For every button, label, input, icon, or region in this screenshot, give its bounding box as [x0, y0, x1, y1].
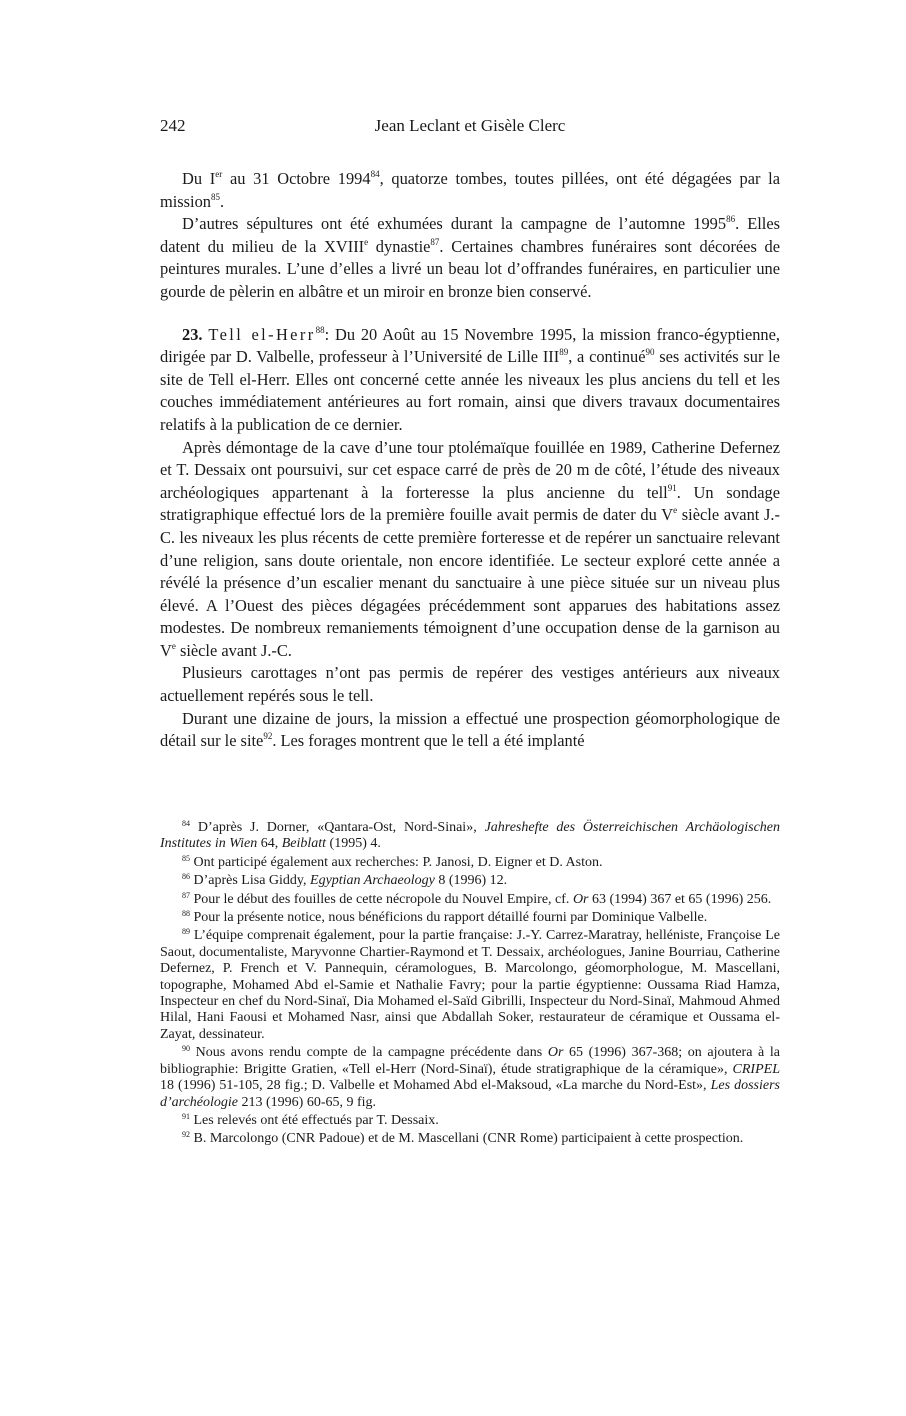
footnote-ref: 91: [667, 482, 677, 493]
footnote: $^{84}$ D’après J. Dorner, «Qantara-Ost, Nord-Sinai», Jahreshefte des Österreichischen Archäologischen Institutes in Wien 64, Beiblatt (1995) 4.: [160, 819, 780, 852]
section-number: 23.: [182, 324, 203, 344]
running-title: Jean Leclant et Gisèle Clerc: [374, 116, 566, 135]
footnote: $^{91}$ Les relevés ont été effectués par T. Dessaix.: [182, 1111, 439, 1128]
footnote-ref: 90: [645, 347, 655, 358]
footnote: $^{85}$ Ont participé également aux recherches: P. Janosi, D. Eigner et D. Aston.: [182, 853, 603, 870]
paragraph: Après démontage de la cave d’une tour ptolémaïque fouillée en 1989, Catherine Defernez et T. Dessaix ont poursuivi, sur cet espace carré de près de 20 m de côté, l’étude des niveaux archéologiques appartenant à la forteresse la plus ancienne du tell$^{91}$. Un sondage stratigraphique effectué lors de la première fouille avait permis de dater du Ve siècle avant J.-C. les niveaux les plus récents de cette première forteresse et de repérer un sanctuaire relevant d’une religion, sans doute orientale, non encore identifiée. Le secteur exploré cette année a révélé la présence d’un escalier menant du sanctuaire à une pièce située sur un niveau plus élevé. A l’Ouest des pièces dégagées précédemment sont apparues des habitations assez modestes. De nombreux remaniements témoignent d’une occupation dense de la garnison au Ve siècle avant J.-C.: [160, 437, 780, 660]
footnote-ref: 84: [370, 169, 380, 179]
footnote-ref: 88: [315, 324, 325, 335]
footnote: $^{86}$ D’après Lisa Giddy, Egyptian Archaeology 8 (1996) 12.: [182, 872, 508, 889]
footnote: $^{92}$ B. Marcolongo (CNR Padoue) et de M. Mascellani (CNR Rome) participaient à cette prospection.: [182, 1130, 744, 1147]
footnote-ref: 89: [559, 347, 569, 358]
footnote: $^{87}$ Pour le début des fouilles de cette nécropole du Nouvel Empire, cf. Or 63 (1994) 367 et 65 (1996) 256.: [182, 890, 772, 907]
site-name: Tell el-Herr: [208, 324, 316, 344]
footnote: $^{89}$ L’équipe comprenait également, pour la partie française: J.-Y. Carrez-Maratray, helléniste, Françoise Le Saout, documentaliste, Maryvonne Chartier-Raymond et T. Dessaix, archéologues, Janine Bourriau, Catherine Defernez, P. French et V. Pannequin, céramologues, B. Marcolongo, géomorphologue, M. Mascellani, topographe, Mohamed Abd el-Samie et Nathalie Favry; pour la partie égyptienne: Oussama Riad Hamza, Inspecteur en chef du Nord-Sinaï, Dia Mohamed el-Saïd Gibrilli, Inspecteur du Nord-Sinaï, Mahmoud Ahmed Hilal, Hani Faousi et Mohamed Nasr, ainsi que Abdallah Soker, restaurateur de céramique et Oussama el-Zayat, dessinateur.: [160, 927, 780, 1042]
section-paragraph: 23. Tell el-Herr$^{88}$: Du 20 Août au 15 Novembre 1995, la mission franco-égyptienne, dirigée par D. Valbelle, professeur à l’Université de Lille III$^{89}$, a continué$^{90}$ ses activités sur le site de Tell el-Herr. Elles ont concerné cette année les niveaux les plus anciens du tell et les couches immédiatement antérieures au fort romain, ainsi que divers travaux documentaires relatifs à la publication de ce dernier.: [160, 324, 781, 434]
running-head: [160, 116, 780, 140]
footnote-ref: 85: [211, 191, 221, 202]
footnote-ref: 87: [430, 236, 440, 247]
page-number: 242: [160, 116, 186, 135]
footnote: $^{90}$ Nous avons rendu compte de la campagne précédente dans Or 65 (1996) 367-368; on ajoutera à la bibliographie: Brigitte Gratien, «Tell el-Herr (Nord-Sinaï), étude stratigraphique de la céramique», CRIPEL 18 (1996) 51-105, 28 fig.; D. Valbelle et Mohamed Abd el-Maksoud, «La marche du Nord-Est», Les dossiers d’archéologie 213 (1996) 60-65, 9 fig.: [160, 1044, 780, 1110]
footnote: $^{88}$ Pour la présente notice, nous bénéficions du rapport détaillé fourni par Dominique Valbelle.: [182, 909, 708, 926]
paragraph: Plusieurs carottages n’ont pas permis de repérer des vestiges antérieurs aux niveaux actuellement repérés sous le tell.: [160, 663, 780, 706]
footnote-ref: 92: [263, 731, 273, 742]
footnote-ref: 86: [726, 214, 736, 225]
paragraph: Durant une dizaine de jours, la mission a effectué une prospection géomorphologique de détail sur le site$^{92}$. Les forages montrent que le tell a été implanté: [160, 708, 780, 751]
footnotes: [160, 820, 780, 1148]
main-text: [160, 168, 780, 753]
paragraph: D’autres sépultures ont été exhumées durant la campagne de l’automne 1995$^{86}$. Elles datent du milieu de la XVIIIe dynastie$^{87}$. Certaines chambres funéraires sont décorées de peintures murales. L’une d’elles a livré un beau lot d’offrandes funéraires, en particulier une gourde de pèlerin en albâtre et un miroir en bronze bien conservé.: [160, 214, 781, 301]
paragraph: Du Ier au 31 Octobre 1994$^{84}$, quatorze tombes, toutes pillées, ont été dégagées par la mission$^{85}$.: [160, 169, 781, 211]
